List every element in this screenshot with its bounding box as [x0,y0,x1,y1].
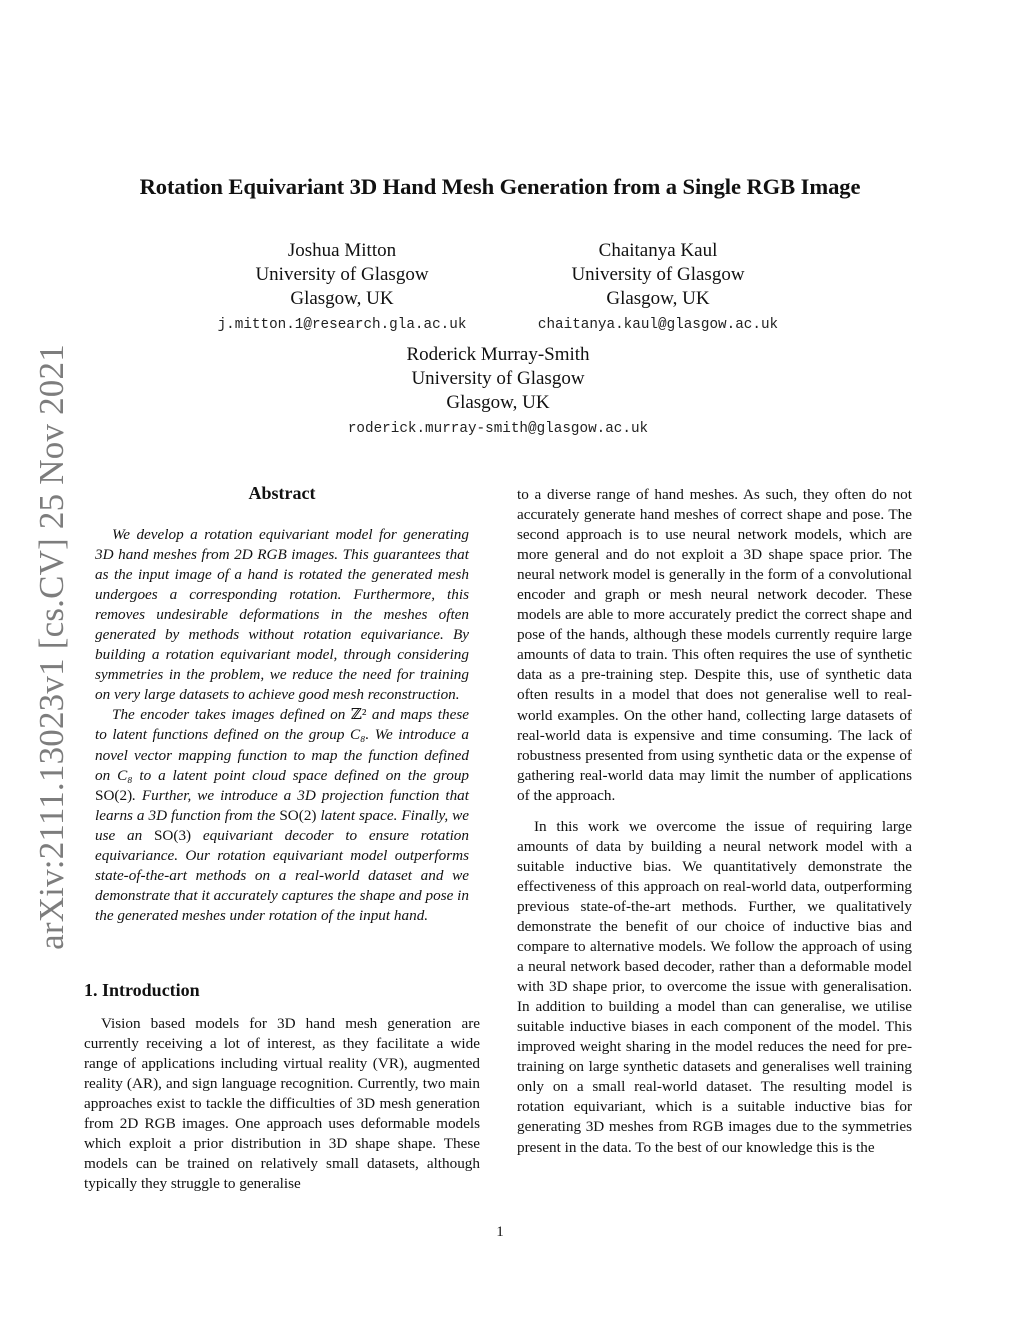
math-c8: C₈ [349,726,366,744]
introduction-body [84,1014,480,1194]
body-paragraph: to a diverse range of hand meshes. As such, they often do not accurately generate hand meshes of correct shape and pose. The second approach is to use neural network models, which are more general and do not exploit a 3D shape space prior. The neural network model is generally in the form of a convolutional encoder and graph or mesh neural network decoder. These models are able to more accurately predict the correct shape and pose of the hands, although these models currently require large amounts of data to train. This often requires the use of synthetic data as a pre-training step. Despite this, use of synthetic data often results in a model that does not generalise well to real-world examples. On the other hand, collecting large datasets of real-world data is expensive and time consuming. The lack of robustness presented from using synthetic data or the expense of gathering real-world data may limit the number of applications of the approach. [517,486,912,804]
author-location: Glasgow, UK [446,392,550,413]
author-affiliation: University of Glasgow [255,264,429,285]
body-paragraph: In this work we overcome the issue of requiring large amounts of data by building a neural network model with a suitable inductive bias. We quantitatively demonstrate the effectiveness of this approach on real-world data, outperforming previous state-of-the-art methods. Further, we qualitatively demonstrate the benefit of our choice of inductive bias and compare to alternative models. We follow the approach of using a neural network based decoder, rather than a deformable model with 3D shape prior, to overcome the issue with generalisation. In addition to building a model than can generalise, we utilise suitable inductive biases in each component of the model. This improved weight sharing in the model reduces the need for pre-training on large synthetic datasets and generalises well training only on a small real-world dataset. The resulting model is rotation equivariant, which is a suitable inductive bias for generating 3D meshes from RGB images due to the symmetries present in the data. To the best of our knowledge this is the [517,817,912,1156]
author-location: Glasgow, UK [290,288,394,309]
author-location: Glasgow, UK [606,288,710,309]
math-z2: ℤ² [350,706,367,724]
math-so2: SO(2) [279,806,317,824]
right-column [517,485,912,1158]
author-name: Roderick Murray-Smith [406,344,590,365]
author-name: Chaitanya Kaul [598,240,718,261]
abstract-body [95,525,469,926]
abstract-paragraph: The encoder takes images defined on ℤ² and maps these to latent functions defined on the group C₈. We introduce a novel vector mapping function to map the function defined on C₈ to a latent point cloud space defined on the group SO(2). Further, we introduce a 3D projection function that learns a 3D function from the SO(2) latent space. Finally, we use an SO(3) equivariant decoder to ensure rotation equivariance. Our rotation equivariant model outperforms state-of-the-art methods on a real-world dataset and we demonstrate that it accurately captures the shape and pose in the generated meshes under rotation of the input hand. [95,706,470,924]
page-number: 1 [496,1224,504,1240]
author-name: Joshua Mitton [287,240,397,261]
arxiv-sidebar [32,344,71,950]
author-email: roderick.murray-smith@glasgow.ac.uk [347,421,649,437]
math-so3: SO(3) [153,826,192,844]
author-affiliation: University of Glasgow [571,264,745,285]
author-affiliation: University of Glasgow [411,368,585,389]
math-c8: C₈ [117,766,133,784]
author-email: chaitanya.kaul@glasgow.ac.uk [537,317,779,333]
abstract-heading: Abstract [248,483,316,503]
author-email: j.mitton.1@research.gla.ac.uk [217,317,467,333]
body-paragraph: Vision based models for 3D hand mesh generation are currently receiving a lot of interest, as they facilitate a wide range of applications including virtual reality (VR), augmented reality (AR), and sign language recognition. Currently, two main approaches exist to tackle the difficulties of 3D mesh generation from 2D RGB images. One approach uses deformable models which exploit a prior distribution in 3D shape shape. These models can be trained on relatively small datasets, although typically they struggle to generalise [84,1015,480,1193]
abstract-paragraph: We develop a rotation equivariant model for generating 3D hand meshes from 2D RGB images. This guarantees that as the input image of a hand is rotated the generated mesh undergoes a corresponding rotation. Furthermore, this removes undesirable deformations in the meshes often generated by methods without rotation equivariance. By building a rotation equivariant model, through considering symmetries in the problem, we reduce the need for training on very large datasets to achieve good mesh reconstruction. [95,526,469,704]
author-block [192,239,492,336]
author-block [508,239,808,336]
math-so2: SO(2) [95,786,133,804]
author-block [298,343,698,440]
section-heading-introduction: 1. Introduction [84,980,200,1000]
paper-title: Rotation Equivariant 3D Hand Mesh Generation from a Single RGB Image [139,174,861,199]
arxiv-identifier: arXiv:2111.13023v1 [cs.CV] 25 Nov 2021 [32,344,71,950]
